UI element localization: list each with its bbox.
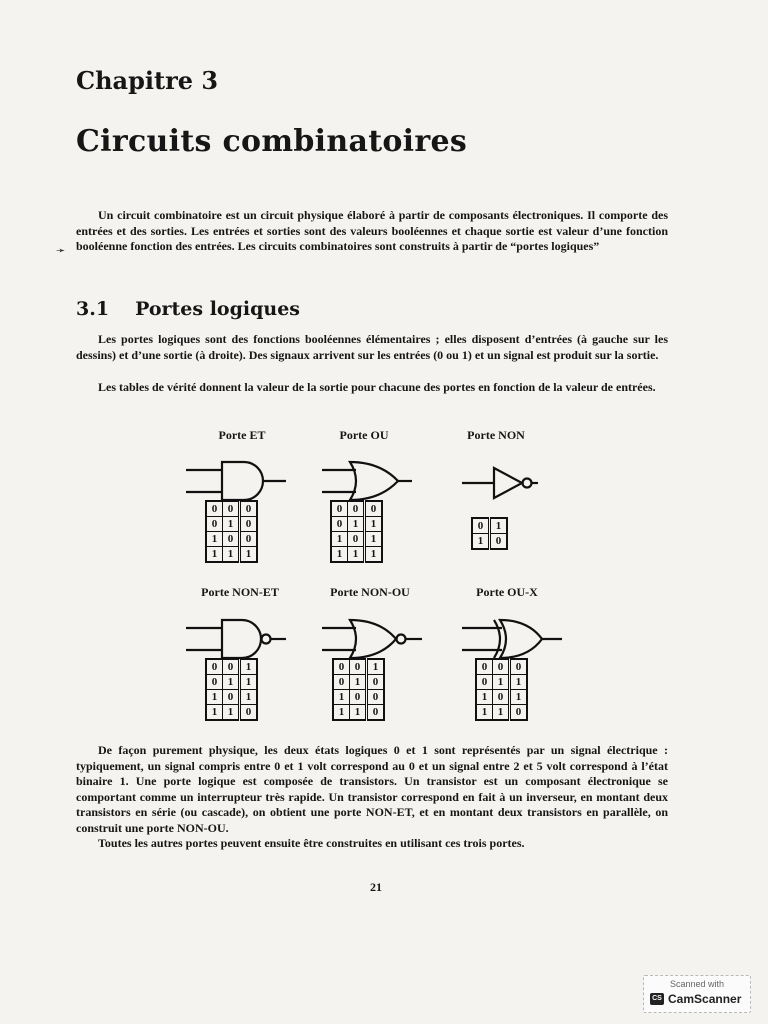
truth-table-input-cell: 1 — [223, 547, 240, 563]
camscanner-brand: CamScanner — [668, 992, 742, 1006]
truth-table-input-cell: 0 — [206, 501, 223, 517]
body-paragraph-3 — [76, 743, 668, 836]
section-paragraph-1 — [76, 332, 668, 363]
gate-label-nand: Porte NON-ET — [201, 585, 279, 599]
truth-table-output-cell: 1 — [365, 532, 383, 547]
truth-table-row — [206, 659, 257, 675]
truth-table-row — [206, 532, 257, 547]
truth-table-input-cell: 1 — [493, 705, 510, 721]
truth-table-row — [476, 675, 527, 690]
truth-table-row — [206, 705, 257, 721]
truth-table-row — [333, 690, 384, 705]
truth-table-input-cell: 0 — [493, 659, 510, 675]
truth-table-output-cell: 1 — [365, 517, 383, 532]
body-para3-text: De façon purement physique, les deux états logiques 0 et 1 sont représentés par un signal électrique : typiquement, un signal compris entre 0 et 1 volt correspond au 0 et un signal entre 2 et 5 volt correspond à l’état binaire 1. Une porte logique est composée de transistors. Un transistor est un composant électronique se comportant comme un interrupteur très rapide. Un transistor correspond en fait à un inverseur, en montant deux transistors en série (ou cascade), on obtient une porte NON-ET, et en montant deux transistors en parallèle, on construit une porte NON-OU. — [76, 743, 668, 835]
truth-table-output-cell: 1 — [367, 659, 385, 675]
truth-table-input-cell: 0 — [223, 532, 240, 547]
truth-table-input-cell: 1 — [206, 532, 223, 547]
section-heading — [76, 298, 300, 320]
truth-table-output-cell: 0 — [367, 690, 385, 705]
truth-table-not — [471, 517, 508, 550]
and-gate-symbol — [186, 458, 296, 504]
truth-table-row — [476, 659, 527, 675]
truth-table-row — [333, 659, 384, 675]
nand-gate-symbol — [186, 616, 296, 662]
truth-table-output-cell: 0 — [510, 659, 528, 675]
section-para1-text: Les portes logiques sont des fonctions booléennes élémentaires ; elles disposent d’entrées (à gauche sur les dessins) et d’une sortie (à droite). Des signaux arrivent sur les entrées (0 ou 1) et un signal est produit sur la sortie. — [76, 332, 668, 362]
truth-table-input-cell: 1 — [333, 690, 350, 705]
section-title: Portes logiques — [135, 298, 300, 320]
truth-table-row — [333, 675, 384, 690]
truth-table-row — [331, 547, 382, 563]
truth-table-input-cell: 0 — [223, 659, 240, 675]
truth-table-output-cell: 1 — [510, 675, 528, 690]
truth-table-row — [476, 705, 527, 721]
body-para4-text: Toutes les autres portes peuvent ensuite être construites en utilisant ces trois portes. — [98, 836, 525, 850]
truth-table-input-cell: 0 — [333, 675, 350, 690]
truth-table-input-cell: 0 — [206, 675, 223, 690]
truth-table-input-cell: 0 — [472, 518, 490, 534]
scanned-with-label: Scanned with — [669, 979, 725, 989]
truth-table-input-cell: 1 — [331, 532, 348, 547]
or-gate-symbol — [322, 458, 432, 504]
truth-table-output-cell: 1 — [240, 675, 258, 690]
truth-table-input-cell: 1 — [223, 705, 240, 721]
xor-gate-symbol — [462, 616, 572, 662]
truth-table-output-cell: 1 — [240, 547, 258, 563]
truth-table-row — [206, 547, 257, 563]
truth-table-input-cell: 1 — [350, 705, 367, 721]
truth-table-input-cell: 0 — [223, 501, 240, 517]
truth-table-xor — [475, 658, 528, 721]
truth-table-input-cell: 0 — [333, 659, 350, 675]
truth-table-output-cell: 0 — [240, 532, 258, 547]
truth-table-row — [333, 705, 384, 721]
truth-table-input-cell: 1 — [206, 690, 223, 705]
truth-table-row — [206, 517, 257, 532]
truth-table-output-cell: 0 — [367, 675, 385, 690]
truth-table-row — [206, 690, 257, 705]
page-number: 21 — [370, 880, 382, 894]
truth-table-nor — [332, 658, 385, 721]
truth-table-input-cell: 0 — [206, 659, 223, 675]
truth-table-input-cell: 0 — [476, 659, 493, 675]
not-gate-symbol — [462, 460, 572, 506]
truth-table-input-cell: 0 — [331, 501, 348, 517]
truth-table-row — [206, 675, 257, 690]
gate-label-nor: Porte NON-OU — [330, 585, 410, 599]
truth-table-input-cell: 1 — [493, 675, 510, 690]
truth-table-output-cell: 1 — [240, 690, 258, 705]
truth-table-row — [331, 517, 382, 532]
truth-table-input-cell: 1 — [476, 705, 493, 721]
truth-table-input-cell: 1 — [223, 675, 240, 690]
chapter-title: Circuits combinatoires — [76, 124, 468, 159]
truth-table-output-cell: 1 — [365, 547, 383, 563]
truth-table-row — [472, 534, 507, 550]
truth-table-input-cell: 1 — [206, 547, 223, 563]
truth-table-input-cell: 0 — [331, 517, 348, 532]
truth-table-input-cell: 1 — [476, 690, 493, 705]
truth-table-input-cell: 1 — [206, 705, 223, 721]
truth-table-input-cell: 1 — [350, 675, 367, 690]
truth-table-input-cell: 1 — [348, 517, 365, 532]
intro-paragraph — [76, 208, 668, 255]
truth-table-input-cell: 0 — [348, 532, 365, 547]
truth-table-input-cell: 0 — [350, 690, 367, 705]
truth-table-row — [331, 501, 382, 517]
body-paragraph-4 — [76, 836, 668, 852]
truth-table-or — [330, 500, 383, 563]
truth-table-output-cell: 0 — [240, 501, 258, 517]
truth-table-output-cell: 0 — [490, 534, 508, 550]
truth-table-output-cell: 0 — [510, 705, 528, 721]
truth-table-output-cell: 0 — [365, 501, 383, 517]
truth-table-input-cell: 1 — [333, 705, 350, 721]
truth-table-output-cell: 0 — [240, 517, 258, 532]
truth-table-input-cell: 0 — [206, 517, 223, 532]
intro-text: Un circuit combinatoire est un circuit physique élaboré à partir de composants électroniques. Il comporte des entrées et des sorties. Les entrées et sorties sont des valeurs booléennes et chaque sortie est valeur d’une fonction booléenne fonction des entrées. Les circuits combinatoires sont construits à partir de “portes logiques” — [76, 208, 668, 253]
camscanner-watermark — [643, 975, 751, 1013]
gate-label-and: Porte ET — [218, 428, 266, 442]
truth-table-input-cell: 0 — [476, 675, 493, 690]
truth-table-input-cell: 1 — [472, 534, 490, 550]
section-para2-text: Les tables de vérité donnent la valeur de la sortie pour chacune des portes en fonction de la valeur de entrées. — [98, 380, 656, 394]
truth-table-input-cell: 0 — [350, 659, 367, 675]
gate-label-not: Porte NON — [467, 428, 525, 442]
truth-table-input-cell: 1 — [331, 547, 348, 563]
truth-table-row — [472, 518, 507, 534]
truth-table-nand — [205, 658, 258, 721]
gate-label-xor: Porte OU-X — [476, 585, 538, 599]
truth-table-row — [206, 501, 257, 517]
truth-table-input-cell: 1 — [348, 547, 365, 563]
chapter-label: Chapitre 3 — [76, 66, 219, 95]
margin-arrow-mark: ➛ — [56, 244, 66, 257]
truth-table-and — [205, 500, 258, 563]
truth-table-row — [331, 532, 382, 547]
gate-label-or: Porte OU — [339, 428, 389, 442]
section-number: 3.1 — [76, 298, 110, 320]
nor-gate-symbol — [322, 616, 432, 662]
truth-table-output-cell: 1 — [240, 659, 258, 675]
truth-table-row — [476, 690, 527, 705]
truth-table-input-cell: 0 — [223, 690, 240, 705]
truth-table-output-cell: 0 — [240, 705, 258, 721]
truth-table-input-cell: 0 — [348, 501, 365, 517]
truth-table-output-cell: 0 — [367, 705, 385, 721]
truth-table-input-cell: 1 — [223, 517, 240, 532]
camscanner-logo-icon: CS — [650, 993, 664, 1005]
truth-table-output-cell: 1 — [510, 690, 528, 705]
section-paragraph-2 — [76, 380, 668, 396]
truth-table-input-cell: 0 — [493, 690, 510, 705]
truth-table-output-cell: 1 — [490, 518, 508, 534]
